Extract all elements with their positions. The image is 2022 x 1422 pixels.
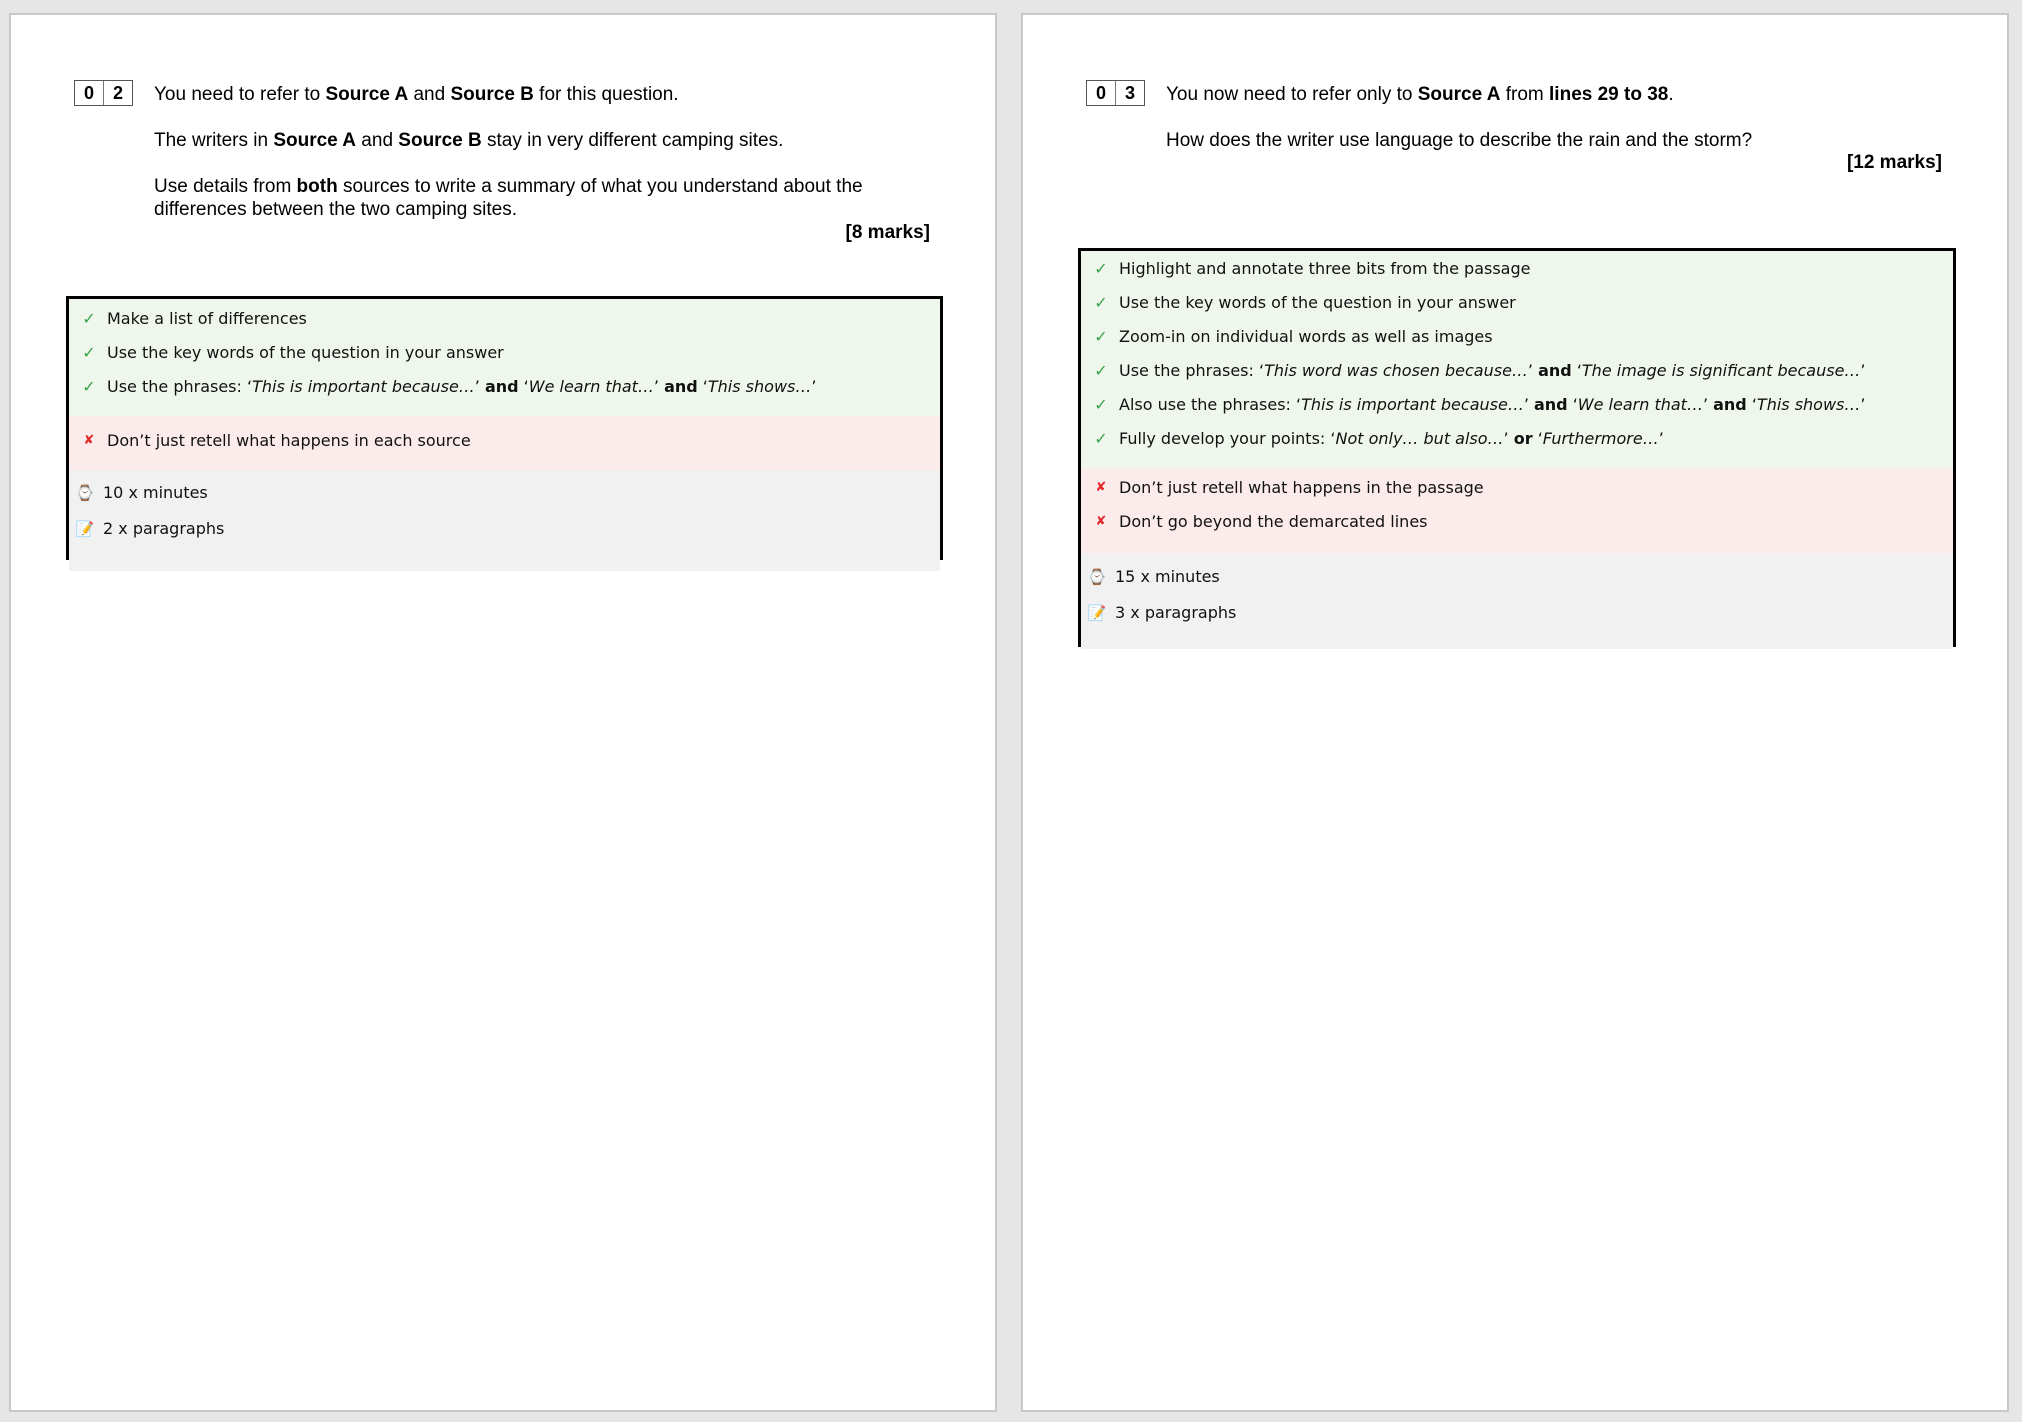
tip-text: ‘: [1532, 429, 1543, 448]
tip-bold: and: [664, 377, 698, 396]
tip-text: ‘: [1567, 395, 1578, 414]
question-paragraph: [154, 83, 679, 106]
do-section: [1081, 251, 1953, 468]
tip-italic: The image is significant because…: [1581, 361, 1861, 380]
check-icon: ✓: [1094, 429, 1108, 448]
tip-text: Also use the phrases: ‘: [1119, 395, 1302, 414]
cross-icon: ✘: [83, 433, 95, 448]
time-item: [1081, 559, 1953, 595]
paragraphs-text: 3 x paragraphs: [1115, 603, 1237, 622]
spacer: [69, 404, 940, 416]
tip-italic: Not only… but also…: [1335, 429, 1504, 448]
tip-bold: or: [1513, 429, 1533, 448]
check-icon: ✓: [1094, 395, 1108, 414]
tip-text: Use the key words of the question in your answer: [107, 343, 504, 362]
text-bold: Source A: [325, 84, 409, 105]
tip-text: Fully develop your points: ‘: [1119, 429, 1336, 448]
tip-text: ’: [653, 377, 665, 396]
tip-text: ’: [1702, 395, 1714, 414]
dont-item: [1081, 505, 1953, 539]
text-segment: The writers in: [154, 130, 274, 151]
tip-text: Highlight and annotate three bits from the passage: [1119, 259, 1531, 278]
text-segment: sources to write a summary of what you understand about the: [337, 176, 863, 197]
tip-text: Don’t go beyond the demarcated lines: [1119, 512, 1428, 531]
tip-bold: and: [1713, 395, 1747, 414]
question-number-digit: 2: [103, 81, 132, 105]
tip-italic: We learn that…: [528, 377, 654, 396]
tip-text: Make a list of differences: [107, 309, 307, 328]
text-bold: Source B: [398, 130, 482, 151]
time-text: 10 x minutes: [103, 483, 208, 502]
tip-text: Use the phrases: ‘: [107, 377, 253, 396]
text-segment: You now need to refer only to: [1166, 84, 1418, 105]
text-segment: You need to refer to: [154, 84, 326, 105]
time-text: 15 x minutes: [1115, 567, 1220, 586]
cross-icon: ✘: [1095, 480, 1107, 495]
tip-text: ’: [1503, 429, 1514, 448]
question-number-box: [74, 80, 133, 106]
tip-text: ’: [474, 377, 485, 396]
do-item: [1081, 252, 1953, 286]
tip-text: ’: [1860, 361, 1866, 380]
tip-text: ’: [1523, 395, 1534, 414]
tip-text: Use the phrases: ‘: [1119, 361, 1265, 380]
do-item: [69, 336, 940, 370]
memo-icon: 📝: [75, 520, 95, 538]
question-number-box: [1086, 80, 1145, 106]
tip-italic: This shows…: [1756, 395, 1861, 414]
check-icon: ✓: [1094, 361, 1108, 380]
check-icon: ✓: [1094, 259, 1108, 278]
question-number-digit: 0: [83, 83, 94, 103]
dont-section: [69, 416, 940, 470]
time-item: [69, 475, 940, 511]
text-segment: for this question.: [533, 84, 679, 105]
do-item: [1081, 354, 1953, 388]
tip-text: Zoom-in on individual words as well as images: [1119, 327, 1493, 346]
question-paragraph: [154, 129, 783, 152]
paragraphs-text: 2 x paragraphs: [103, 519, 225, 538]
tip-text: ‘: [697, 377, 708, 396]
text-segment: Use details from: [154, 176, 297, 197]
tip-text: Don’t just retell what happens in each source: [107, 431, 471, 450]
watch-icon: ⌚: [1087, 568, 1107, 586]
question-paragraph: [1166, 83, 1674, 106]
question-number-digit: 0: [1095, 83, 1106, 103]
page-question-03: [1021, 13, 2009, 1412]
tip-text: ’: [1527, 361, 1539, 380]
check-icon: ✓: [1094, 327, 1108, 346]
text-segment: stay in very different camping sites.: [481, 130, 784, 151]
tip-italic: We learn that…: [1577, 395, 1703, 414]
do-item: [1081, 286, 1953, 320]
check-icon: ✓: [82, 377, 96, 396]
watch-icon: ⌚: [75, 484, 95, 502]
tip-italic: This word was chosen because…: [1264, 361, 1528, 380]
memo-icon: 📝: [1087, 604, 1107, 622]
tip-bold: and: [1533, 395, 1568, 414]
dont-section: [1081, 468, 1953, 553]
text-bold: both: [296, 176, 338, 197]
tip-text: ’: [1658, 429, 1664, 448]
text-segment: differences between the two camping sites.: [154, 199, 517, 220]
tips-box: [1078, 248, 1956, 647]
do-item: [1081, 388, 1953, 422]
check-icon: ✓: [1094, 293, 1108, 312]
text-bold: Source A: [1417, 84, 1501, 105]
marks-label: [12 marks]: [1846, 152, 1942, 173]
text-segment: from: [1500, 84, 1550, 105]
page-question-02: [9, 13, 997, 1412]
tip-italic: Furthermore…: [1542, 429, 1659, 448]
tip-text: ‘: [518, 377, 529, 396]
text-segment: .: [1668, 84, 1674, 105]
do-section: [69, 299, 940, 416]
do-item: [1081, 422, 1953, 456]
tip-text: ‘: [1571, 361, 1582, 380]
question-paragraph: [154, 175, 863, 221]
text-segment: How does the writer use language to describe the rain and the storm?: [1166, 130, 1753, 151]
paragraphs-item: [69, 511, 940, 547]
do-item: [1081, 320, 1953, 354]
text-bold: Source A: [273, 130, 357, 151]
tip-italic: This is important because…: [252, 377, 475, 396]
tip-text: ’: [811, 377, 817, 396]
meta-section: [69, 470, 940, 571]
do-item: [69, 370, 940, 404]
marks-label: [8 marks]: [845, 222, 930, 243]
paragraphs-item: [1081, 595, 1953, 631]
meta-section: [1081, 553, 1953, 649]
text-segment: and: [356, 130, 399, 151]
text-segment: and: [408, 84, 451, 105]
question-number-digit: 3: [1115, 81, 1144, 105]
tip-bold: and: [484, 377, 519, 396]
tip-text: ‘: [1746, 395, 1757, 414]
do-item: [69, 302, 940, 336]
text-bold: lines 29 to 38: [1549, 84, 1669, 105]
dont-item: [1081, 471, 1953, 505]
tip-italic: This shows…: [707, 377, 812, 396]
check-icon: ✓: [82, 309, 96, 328]
cross-icon: ✘: [1095, 514, 1107, 529]
tip-text: Use the key words of the question in your answer: [1119, 293, 1516, 312]
tip-text: ’: [1860, 395, 1866, 414]
tip-italic: This is important because…: [1301, 395, 1524, 414]
tips-box: [66, 296, 943, 560]
check-icon: ✓: [82, 343, 96, 362]
question-paragraph: [1166, 129, 1752, 152]
text-bold: Source B: [450, 84, 534, 105]
tip-bold: and: [1538, 361, 1572, 380]
dont-item: [69, 424, 940, 458]
tip-text: Don’t just retell what happens in the passage: [1119, 478, 1484, 497]
